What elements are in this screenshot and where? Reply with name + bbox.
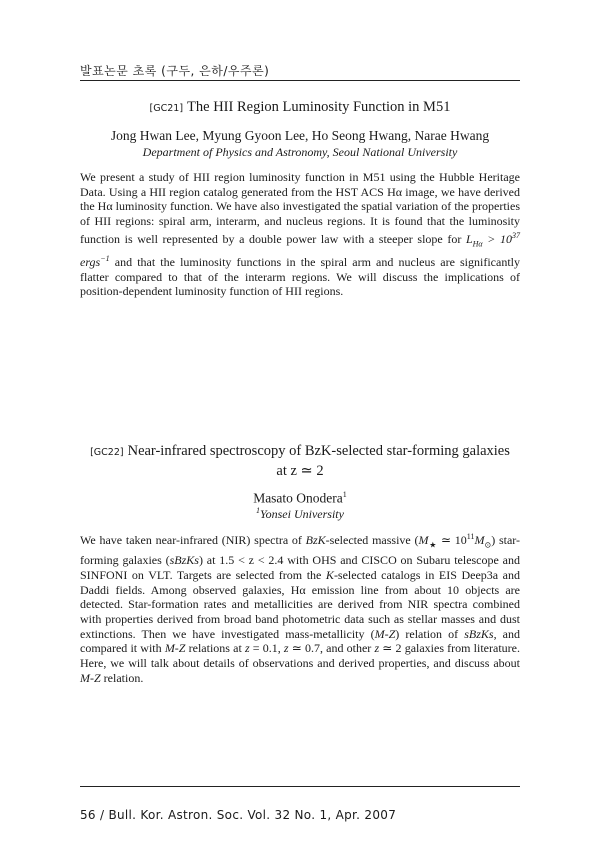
footer-rule bbox=[80, 786, 520, 787]
abstract-text: = 0.1, bbox=[249, 641, 284, 656]
abstract-italic: K bbox=[325, 567, 334, 582]
paper-code: [GC21] bbox=[149, 103, 184, 114]
abstract-italic: sBzKs bbox=[169, 553, 199, 568]
paper-title bbox=[80, 442, 520, 480]
affiliation-text: Yonsei University bbox=[260, 507, 344, 521]
paper-abstract bbox=[80, 530, 520, 685]
abstract-italic: z bbox=[283, 641, 289, 656]
header-rule bbox=[80, 80, 520, 81]
page-header: 발표논문 초록 (구두, 은하/우주론) bbox=[80, 64, 270, 78]
abstract-italic: M-Z bbox=[80, 670, 101, 685]
paper-abstract bbox=[80, 170, 520, 299]
paper-authors: Jong Hwan Lee, Myung Gyoon Lee, Ho Seong Hwang, Narae Hwang bbox=[110, 128, 490, 143]
author-footnote-mark: 1 bbox=[342, 490, 347, 499]
paper-affiliation: Department of Physics and Astronomy, Seoul National University bbox=[142, 145, 458, 159]
paper-title bbox=[80, 98, 520, 118]
abstract-text: We present a study of HII region luminosity function in M51 using the Hubble Heritage Data. Using a HII region catalog generated from the HST ACS Hα image, we have derived the Hα luminosity function. We have also investigated the spatial variation of the properties of HII regions: spiral arm, interarm, and nucleus regions. It is found that the luminosity function is well represented by a double power law with a steeper slope for bbox=[80, 170, 520, 246]
abstract-sup: 11 bbox=[466, 532, 475, 541]
abstract-text: and that the luminosity functions in the spiral arm and nucleus are significantly flatter compared to that of the interarm regions. We will discuss the implications of position-dependent luminosity function of HII regions. bbox=[80, 254, 521, 299]
abstract-text: -selected catalogs in EIS Deep3a and Daddi fields. Among observed galaxies, Hα emission line from about 10 objects are detected. Star-formation rates and metallicities are derived from NIR spectra combined with properties derived from broad band photometric data such as stellar masses and dust extinctions. Then we have investigated mass-metallicity ( bbox=[80, 567, 520, 641]
abstract-text: We have taken near-infrared (NIR) spectra of bbox=[80, 533, 306, 547]
paper-author bbox=[80, 490, 520, 507]
paper-code: [GC22] bbox=[90, 447, 124, 458]
paper-title-text: at z ≃ 2 bbox=[276, 463, 324, 479]
paper-title-text: Near-infrared spectroscopy of BzK-selected star-forming galaxies bbox=[127, 443, 510, 459]
abstract-sub: ★ bbox=[428, 540, 438, 550]
abstract-italic: sBzKs bbox=[464, 626, 494, 641]
page-footer: 56 / Bull. Kor. Astron. Soc. Vol. 32 No. 1, Apr. 2007 bbox=[80, 808, 397, 822]
abstract-italic: M-Z bbox=[374, 626, 396, 641]
abstract-italic: BzK bbox=[305, 533, 326, 547]
abstract-sub: ⊙ bbox=[484, 540, 492, 550]
paper-title-text: The HII Region Luminosity Function in M51 bbox=[187, 99, 451, 115]
affiliation-footnote-mark: 1 bbox=[256, 506, 261, 515]
abstract-text: ) star-forming galaxies ( bbox=[80, 533, 521, 568]
abstract-text: relations at bbox=[185, 641, 245, 656]
abstract-text: -selected massive ( bbox=[325, 533, 419, 547]
paper-affiliation bbox=[80, 506, 520, 522]
abstract-text: ≃ 0.7, and other bbox=[288, 641, 375, 656]
abstract-text: , and compared it with bbox=[80, 626, 520, 656]
abstract-text: ) at 1.5 < z < 2.4 with OHS and CISCO on Subaru telescope and SINFONI on VLT. Targets are selected from the bbox=[80, 553, 520, 582]
author-name: Masato Onodera bbox=[253, 490, 343, 506]
luminosity-expression: $L_{H\alpha} > 10^{37}$ ergs$^{-1}$ bbox=[80, 230, 520, 269]
abstract-italic: z bbox=[244, 641, 250, 656]
abstract-italic: M bbox=[474, 533, 485, 547]
abstract-text: relation. bbox=[100, 670, 144, 685]
abstract-italic: z bbox=[374, 641, 380, 656]
abstract-italic: M bbox=[418, 533, 429, 547]
abstract-text: ≃ 2 galaxies from literature. Here, we will talk about details of observations and derived properties, and discuss about bbox=[80, 641, 520, 671]
abstract-italic: M-Z bbox=[164, 641, 186, 656]
abstract-text: ) relation of bbox=[395, 626, 465, 641]
abstract-text: ≃ 10 bbox=[437, 533, 467, 547]
